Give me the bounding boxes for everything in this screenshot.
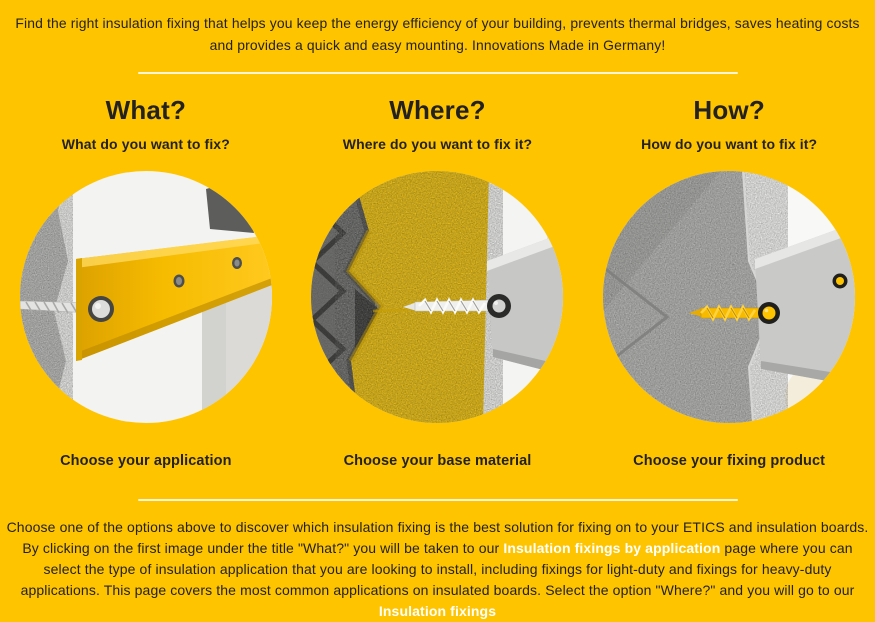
base-material-photo-link[interactable] — [311, 171, 563, 423]
outro-segment: page where you can select the type of insulation application that you are looking to install, including fixings for light-duty and fixings for heavy-duty applications. This page covers the most common applications on insulated boards. Select the option "Where?" and you will go to our — [20, 540, 855, 598]
column-where — [292, 82, 584, 469]
where-caption: Choose your base material — [343, 453, 532, 469]
mineral-wool-yellow — [349, 171, 489, 423]
what-subtitle: What do you want to fix? — [61, 136, 230, 152]
insulation-cross-section-photo — [311, 171, 563, 423]
what-title: What? — [105, 95, 187, 125]
column-what — [0, 82, 292, 469]
grey-insulation-cross-section — [603, 171, 771, 423]
application-photo-link[interactable] — [20, 171, 272, 423]
bottom-divider — [138, 499, 738, 501]
rail-on-insulation-photo — [20, 171, 272, 423]
fixing-product-photo-link[interactable] — [603, 171, 855, 423]
outro-segment: Choose one of the options above to discover which insulation fixing is the best solution for fixing on to your ETICS and insulation boards. By clicking on the first image under the title "What?" you will be taken to our — [6, 519, 869, 556]
top-divider — [138, 72, 738, 74]
how-subtitle: How do you want to fix it? — [641, 136, 818, 152]
wall-shadow-wedge — [206, 179, 254, 233]
what-caption: Choose your application — [60, 453, 232, 469]
outro-text — [7, 517, 869, 622]
outro-link[interactable]: Insulation fixings by application — [503, 540, 721, 556]
selection-columns — [0, 82, 875, 469]
how-title: How? — [693, 95, 765, 125]
outro-link[interactable]: Insulation fixings — [378, 603, 497, 619]
column-how — [583, 82, 875, 469]
how-caption: Choose your fixing product — [633, 453, 826, 469]
where-subtitle: Where do you want to fix it? — [342, 136, 533, 152]
yellow-screw-fixing-photo — [603, 171, 855, 423]
where-title: Where? — [389, 95, 486, 125]
intro-text: Find the right insulation fixing that helps you keep the energy efficiency of your building, prevents thermal bridges, saves heating costs and provides a quick and easy mounting. Innovations Made in Germany! — [15, 15, 860, 53]
